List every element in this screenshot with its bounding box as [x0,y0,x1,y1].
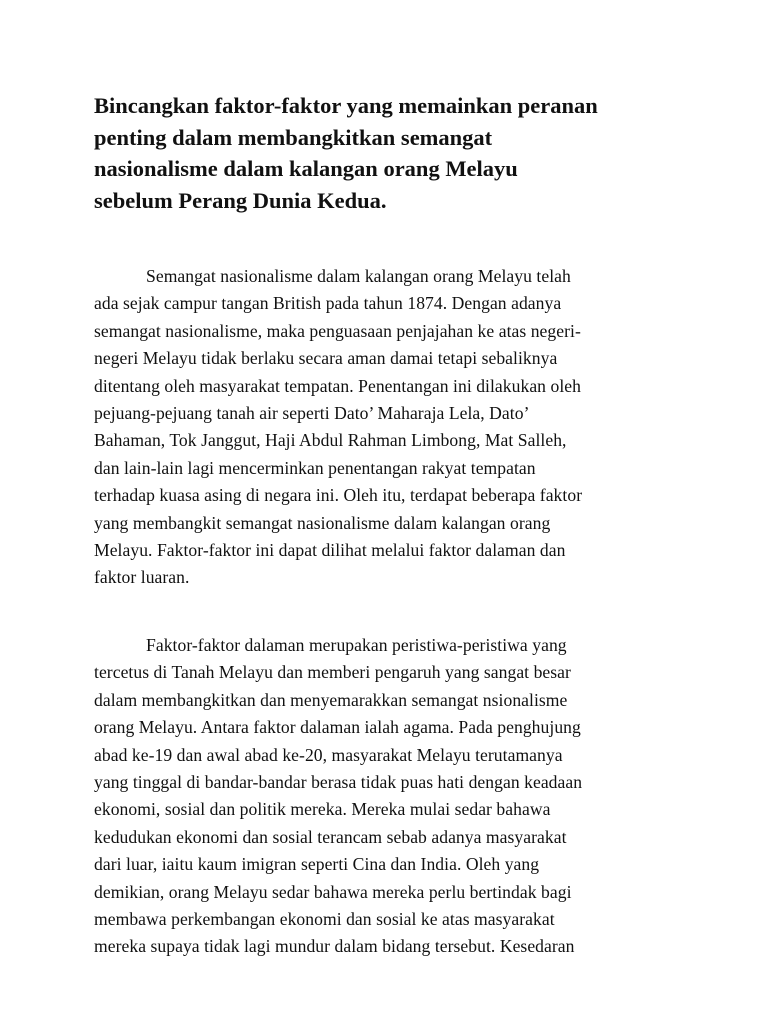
paragraph-line: membawa perkembangan ekonomi dan sosial ke atas masyarakat [94,909,555,930]
paragraph-line: kedudukan ekonomi dan sosial terancam sebab adanya masyarakat [94,826,567,847]
paragraph-line: dalam membangkitkan dan menyemarakkan semangat nsionalisme [94,689,568,710]
paragraph-line: dan lain-lain lagi mencerminkan penentangan rakyat tempatan [94,457,536,478]
paragraph-line: tercetus di Tanah Melayu dan memberi pengaruh yang sangat besar [94,662,571,683]
paragraph-line: yang membangkit semangat nasionalisme dalam kalangan orang [94,512,551,533]
paragraph-internal-factors [94,632,694,961]
paragraph-line: semangat nasionalisme, maka penguasaan penjajahan ke atas negeri- [94,320,581,341]
paragraph-line: pejuang-pejuang tanah air seperti Dato’ Maharaja Lela, Dato’ [94,403,530,424]
title-line: sebelum Perang Dunia Kedua. [94,187,387,213]
paragraph-line: abad ke-19 dan awal abad ke-20, masyarakat Melayu terutamanya [94,744,563,765]
paragraph-line: Faktor-faktor dalaman merupakan peristiwa-peristiwa yang [146,635,567,655]
paragraph-line: Semangat nasionalisme dalam kalangan orang Melayu telah [146,266,571,286]
paragraph-line: ditentang oleh masyarakat tempatan. Penentangan ini dilakukan oleh [94,375,581,396]
title-line: nasionalisme dalam kalangan orang Melayu [94,156,518,181]
paragraph-line: negeri Melayu tidak berlaku secara aman damai tetapi sebaliknya [94,348,558,369]
paragraph-line: yang tinggal di bandar-bandar berasa tidak puas hati dengan keadaan [94,772,583,793]
title-line: penting dalam membangkitkan semangat [94,124,493,150]
document-title [94,90,714,216]
paragraph-line: ekonomi, sosial dan politik mereka. Mereka mulai sedar bahawa [94,799,551,820]
paragraph-line: orang Melayu. Antara faktor dalaman ialah agama. Pada penghujung [94,717,581,738]
paragraph-line: ada sejak campur tangan British pada tahun 1874. Dengan adanya [94,293,562,314]
paragraph-line: demikian, orang Melayu sedar bahawa mereka perlu bertindak bagi [94,881,572,902]
paragraph-line: terhadap kuasa asing di negara ini. Oleh itu, terdapat beberapa faktor [94,485,583,506]
title-line: Bincangkan faktor-faktor yang memainkan peranan [94,93,598,118]
paragraph-line: mereka supaya tidak lagi mundur dalam bidang tersebut. Kesedaran [94,936,575,957]
paragraph-line: Bahaman, Tok Janggut, Haji Abdul Rahman Limbong, Mat Salleh, [94,430,567,451]
paragraph-line: Melayu. Faktor-faktor ini dapat dilihat melalui faktor dalaman dan [94,540,566,561]
paragraph-line: dari luar, iaitu kaum imigran seperti Cina dan India. Oleh yang [94,854,540,875]
paragraph-line: faktor luaran. [94,567,190,588]
paragraph-introduction [94,263,694,592]
